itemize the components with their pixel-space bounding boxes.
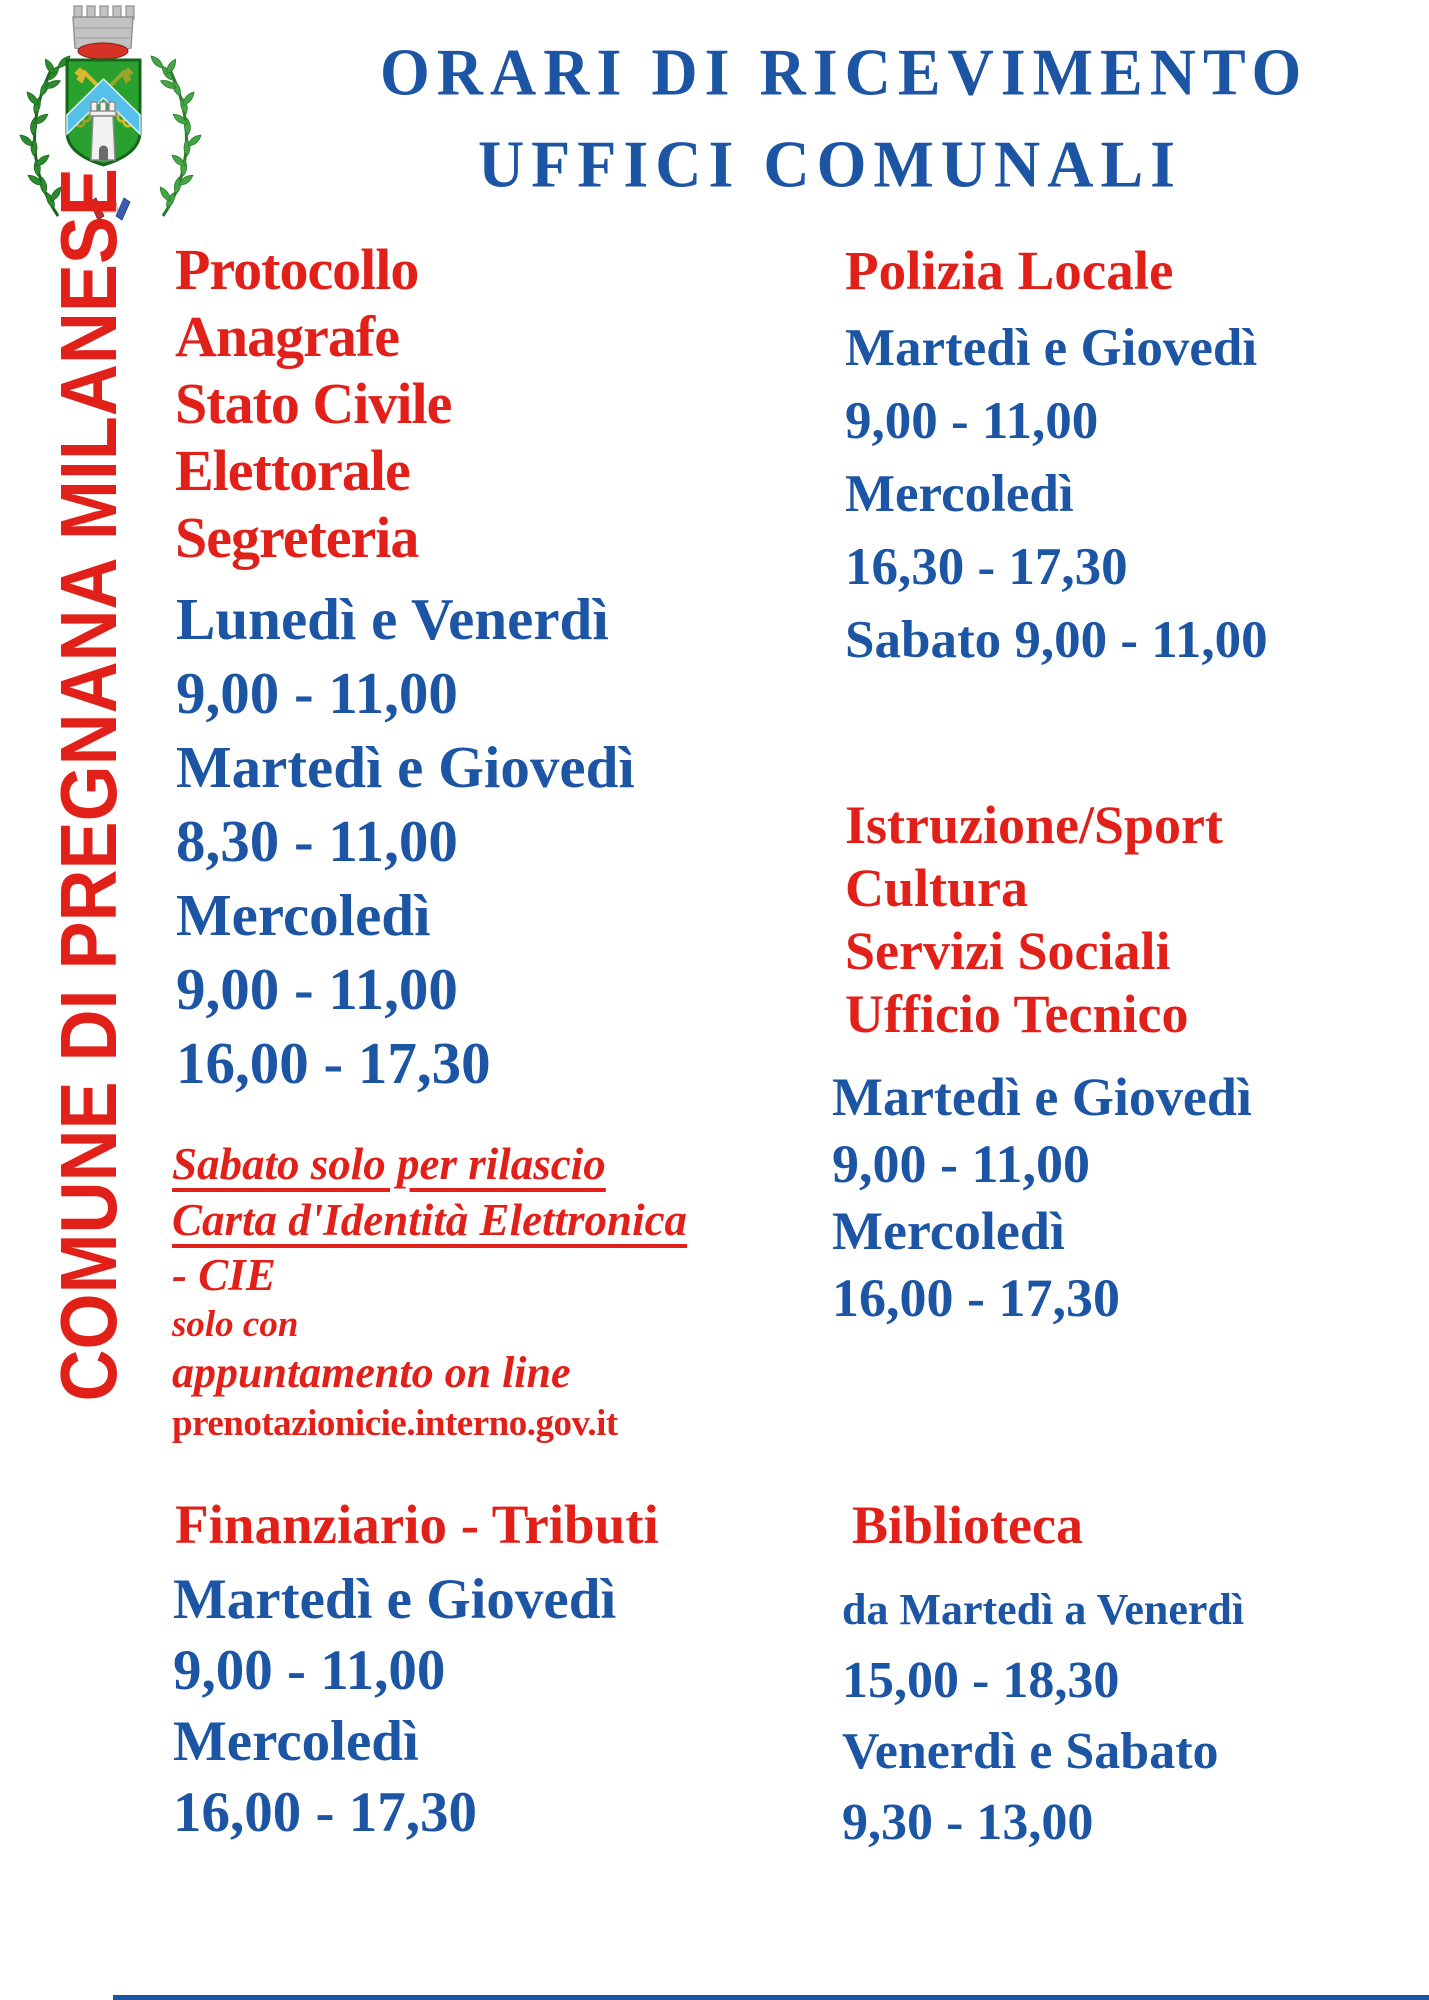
header-line: Cultura (845, 858, 1029, 918)
hours-line: Mercoledì (845, 465, 1074, 523)
section-header-polizia: Polizia Locale (845, 240, 1174, 301)
hours-line: Martedì e Giovedì (176, 734, 635, 800)
hours-line: Lunedì e Venerdì (176, 586, 609, 652)
hours-line: 9,30 - 13,00 (842, 1794, 1094, 1851)
hours-line: Mercoledì (832, 1201, 1065, 1261)
cie-underlined-line: Carta d'Identità Elettronica (172, 1195, 688, 1245)
hours-line: Martedì e Giovedì (173, 1568, 617, 1631)
hours-line: 9,00 - 11,00 (176, 956, 458, 1022)
header-line: Anagrafe (175, 304, 399, 369)
header-line: Segreteria (175, 505, 419, 570)
header-line: Elettorale (175, 438, 410, 503)
hours-biblioteca (842, 1574, 1244, 1858)
section-header-biblioteca: Biblioteca (852, 1495, 1083, 1555)
hours-line: 16,30 - 17,30 (845, 538, 1128, 596)
cie-line: solo con (172, 1304, 299, 1345)
hours-protocollo (176, 582, 635, 1100)
cie-underlined-line: Sabato solo per rilascio (172, 1139, 606, 1189)
hours-line: Mercoledì (173, 1710, 419, 1773)
hours-line: Venerdì e Sabato (842, 1723, 1219, 1780)
header-line: Ufficio Tecnico (845, 984, 1189, 1044)
hours-line: Martedì e Giovedì (832, 1067, 1252, 1127)
hours-line: Sabato 9,00 - 11,00 (845, 611, 1268, 669)
header-line: Istruzione/Sport (845, 795, 1223, 855)
hours-line: 16,00 - 17,30 (832, 1268, 1120, 1328)
bottom-border-line (113, 1995, 1429, 2000)
hours-line: 16,00 - 17,30 (176, 1030, 491, 1096)
hours-finanziario (173, 1564, 616, 1848)
hours-line: 9,00 - 11,00 (173, 1639, 446, 1702)
municipality-vertical-name: COMUNE DI PREGNANA MILANESE (44, 168, 133, 1402)
hours-line: 16,00 - 17,30 (173, 1781, 477, 1844)
hours-line: Martedì e Giovedì (845, 319, 1258, 377)
hours-line: Mercoledì (176, 882, 431, 948)
shield (67, 60, 140, 165)
hours-istruzione (832, 1064, 1252, 1332)
page-title (380, 26, 1309, 211)
cie-booking-site: prenotazionicie.interno.gov.it (172, 1403, 618, 1444)
header-line: Protocollo (175, 237, 419, 302)
hours-line: da Martedì a Venerdì (842, 1585, 1245, 1634)
header-line: Servizi Sociali (845, 921, 1171, 981)
section-header-istruzione (845, 794, 1223, 1046)
hours-line: 15,00 - 18,30 (842, 1652, 1120, 1709)
tower (90, 102, 116, 160)
oak-branch-right (149, 54, 203, 216)
cie-line: - CIE (172, 1250, 276, 1300)
cie-line: appuntamento on line (172, 1348, 571, 1397)
hours-line: 9,00 - 11,00 (176, 660, 458, 726)
cie-note (172, 1136, 687, 1450)
mural-crown (73, 6, 134, 59)
section-header-protocollo (175, 236, 451, 571)
hours-polizia (845, 312, 1268, 677)
hours-line: 9,00 - 11,00 (832, 1134, 1091, 1194)
title-line-1: ORARI DI RICEVIMENTO (380, 34, 1309, 109)
header-line: Stato Civile (175, 371, 452, 436)
title-line-2: UFFICI COMUNALI (477, 126, 1183, 202)
hours-line: 8,30 - 11,00 (176, 808, 458, 874)
hours-line: 9,00 - 11,00 (845, 392, 1099, 450)
section-header-finanziario: Finanziario - Tributi (175, 1494, 659, 1555)
